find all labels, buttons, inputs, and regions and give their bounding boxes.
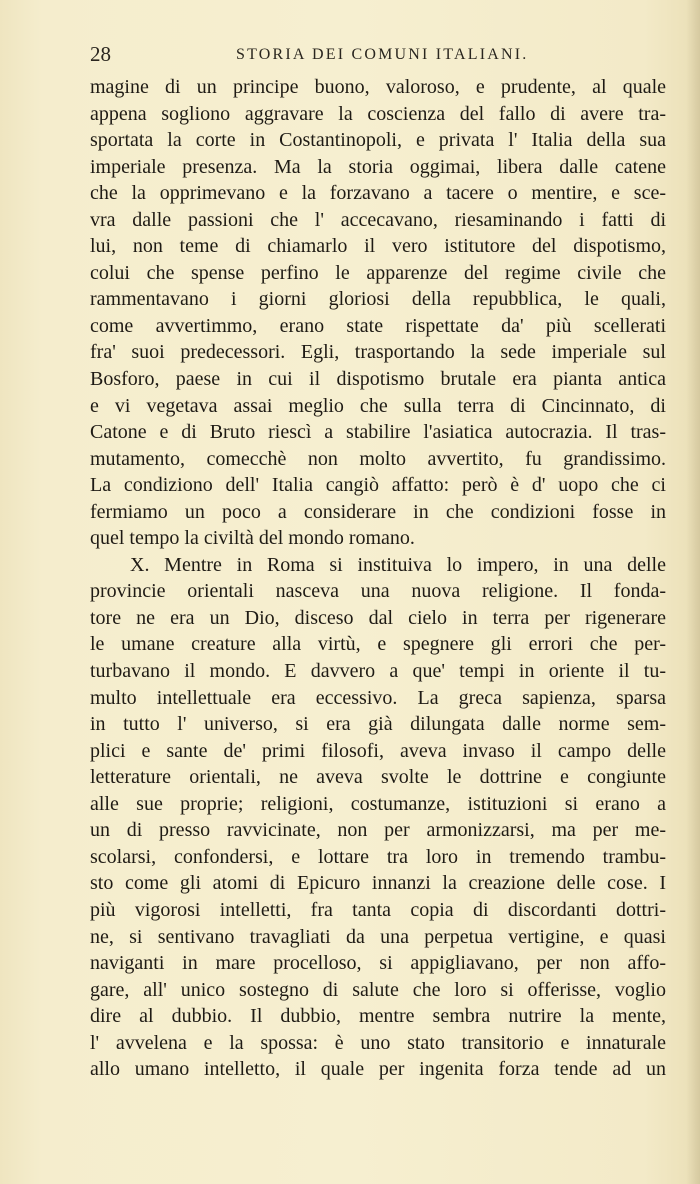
text-line: imperiale presenza. Ma la storia oggimai, libera dalle catene — [90, 155, 666, 178]
text-line: Bosforo, paese in cui il dispotismo brutale era pianta antica — [90, 368, 666, 391]
paragraph-2 — [90, 552, 666, 1083]
text-line: colui che spense perfino le apparenze del regime civile che — [90, 261, 666, 284]
text-line: dire al dubbio. Il dubbio, mentre sembra nutrire la mente, — [90, 1005, 666, 1028]
text-line: allo umano intelletto, il quale per ingenita forza tende ad un — [90, 1058, 666, 1081]
text-line: sto come gli atomi di Epicuro innanzi la creazione delle cose. I — [90, 872, 666, 895]
text-line: Catone e di Bruto riescì a stabilire l'asiatica autocrazia. Il tras- — [90, 421, 666, 444]
text-line: letterature orientali, ne aveva svolte le dottrine e congiunte — [90, 766, 666, 789]
text-line: mutamento, comecchè non molto avvertito, fu grandissimo. — [90, 447, 666, 470]
text-line: gare, all' unico sostegno di salute che loro si offerisse, voglio — [90, 978, 666, 1001]
text-line: ne, si sentivano travagliati da una perpetua vertigine, e quasi — [90, 925, 666, 948]
text-line: vra dalle passioni che l' accecavano, riesaminando i fatti di — [90, 208, 666, 231]
text-line: lui, non teme di chiamarlo il vero istitutore del dispotismo, — [90, 235, 666, 258]
text-line: le umane creature alla virtù, e spegnere gli errori che per- — [90, 633, 666, 656]
text-line: magine di un principe buono, valoroso, e prudente, al quale — [90, 76, 666, 98]
text-line: l' avvelena e la spossa: è uno stato transitorio e innaturale — [90, 1031, 666, 1054]
text-line: rammentavano i giorni gloriosi della repubblica, le quali, — [90, 288, 666, 311]
body-text — [90, 74, 666, 1083]
page-number: 28 — [90, 42, 111, 66]
text-line: multo intellettuale era eccessivo. La greca sapienza, sparsa — [90, 686, 666, 709]
text-line: scolarsi, confondersi, e lottare tra loro in tremendo trambu- — [90, 845, 666, 868]
page-header — [90, 42, 665, 68]
page-edge-shadow — [686, 0, 700, 1184]
text-line: più vigorosi intelletti, fra tanta copia di discordanti dottri- — [90, 898, 666, 921]
text-line: quel tempo la civiltà del mondo romano. — [90, 527, 415, 550]
text-line: turbavano il mondo. E davvero a que' tempi in oriente il tu- — [90, 660, 666, 683]
text-line: un di presso ravvicinate, non per armonizzarsi, ma per me- — [90, 819, 666, 842]
text-line: fra' suoi predecessori. Egli, trasportando la sede imperiale sul — [90, 341, 666, 364]
text-line: La condiziono dell' Italia cangiò affatto: però è d' uopo che ci — [90, 474, 666, 497]
text-line: naviganti in mare procelloso, si appigliavano, per non affo- — [90, 952, 666, 975]
text-line: alle sue proprie; religioni, costumanze, istituzioni si erano a — [90, 792, 666, 815]
text-line: e vi vegetava assai meglio che sulla terra di Cincinnato, di — [90, 394, 666, 417]
text-line: provincie orientali nasceva una nuova religione. Il fonda- — [90, 580, 666, 603]
text-line: fermiamo un poco a considerare in che condizioni fosse in — [90, 500, 666, 523]
text-line: come avvertimmo, erano state rispettate da' più scellerati — [90, 314, 666, 337]
paragraph-1 — [90, 74, 666, 552]
text-line: plici e sante de' primi filosofi, aveva invaso il campo delle — [90, 739, 666, 762]
running-title: STORIA DEI COMUNI ITALIANI. — [236, 46, 529, 63]
text-line: in tutto l' universo, si era già dilungata dalle norme sem- — [90, 713, 666, 736]
text-line: X. Mentre in Roma si instituiva lo impero, in una delle — [130, 553, 666, 576]
text-line: sportata la corte in Costantinopoli, e privata l' Italia della sua — [90, 129, 666, 152]
text-line: tore ne era un Dio, disceso dal cielo in terra per rigenerare — [90, 606, 666, 629]
text-line: che la opprimevano e la forzavano a tacere o mentire, e sce- — [90, 182, 666, 205]
text-line: appena sogliono aggravare la coscienza del fallo di avere tra- — [90, 102, 666, 125]
